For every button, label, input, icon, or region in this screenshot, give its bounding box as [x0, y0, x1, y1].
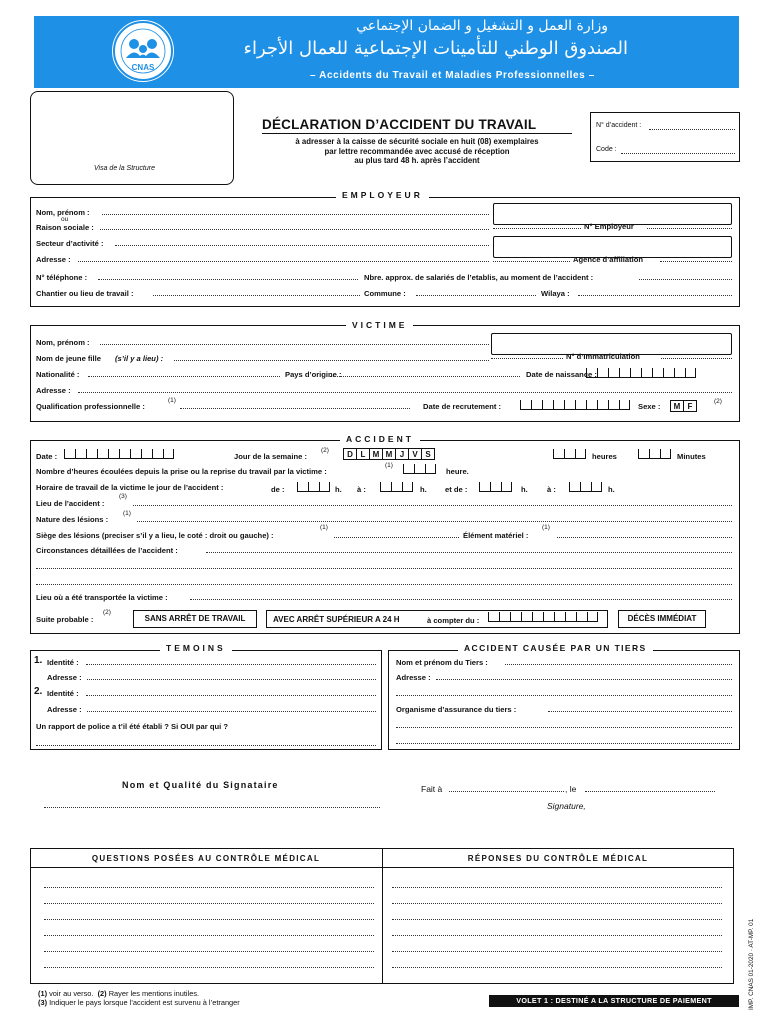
vic-qualif-field[interactable] [180, 401, 410, 409]
accident-number-field[interactable] [649, 122, 735, 130]
vic-adresse-field[interactable] [78, 385, 732, 393]
arabic-fund: الصندوق الوطني للتأمينات الإجتماعية للعمال الأجراء [243, 38, 628, 59]
temoin-1-identite-label: Identité : [47, 658, 79, 667]
vic-qualif-sup: (1) [168, 397, 176, 404]
rapport-police-field[interactable] [36, 738, 376, 746]
reponse-line[interactable] [392, 896, 722, 904]
acc-days[interactable] [343, 448, 434, 460]
vic-sexe-sup: (2) [714, 398, 722, 405]
header-subtitle: – Accidents du Travail et Maladies Professionnelles – [310, 70, 595, 81]
compter-boxes[interactable] [488, 612, 598, 622]
acc-nature-sup: (1) [123, 510, 131, 517]
n-employeur-line-left [493, 221, 581, 229]
vic-nat-label: Nationalité : [36, 370, 80, 379]
acc-siege-label: Siège des lésions (preciser s’il y a lieu, le coté : droit ou gauche) : [36, 531, 274, 540]
question-line[interactable] [44, 944, 374, 952]
medical-divider [382, 848, 383, 984]
acc-jour-sup: (2) [321, 447, 329, 454]
footnote-1-2: (1) voir au verso. (2) Rayer les mentions inutiles. [38, 989, 200, 998]
acc-lieu-label: Lieu de l’accident : [36, 499, 105, 508]
title-sub-3: au plus tard 48 h. après l’accident [354, 156, 480, 166]
emp-nom-label: Nom, prénom : [36, 208, 90, 217]
temoins-title: TEMOINS [160, 643, 232, 653]
avec-arret-label: AVEC ARRÊT SUPÉRIEUR A 24 H [273, 615, 400, 624]
print-reference: IMP. CNAS 01-2020 · AT-MP. 01 [748, 918, 755, 1010]
reponse-line[interactable] [392, 880, 722, 888]
tiers-adresse-label: Adresse : [396, 673, 431, 682]
question-line[interactable] [44, 928, 374, 936]
vic-nom-field[interactable] [100, 337, 489, 345]
acc-de1-boxes[interactable] [297, 482, 330, 492]
temoin-1-identite-field[interactable] [86, 657, 376, 665]
acc-h4: h. [608, 485, 615, 494]
vic-qualif-label: Qualification professionnelle : [36, 402, 145, 411]
immat-line-right [661, 351, 732, 359]
acc-a1-label: à : [357, 485, 366, 494]
question-line[interactable] [44, 880, 374, 888]
temoins-section [30, 650, 382, 750]
acc-circ-field-3[interactable] [36, 577, 732, 585]
acc-h2: h. [420, 485, 427, 494]
vic-jeune-label: Nom de jeune fille [36, 354, 101, 363]
acc-a2-label: à : [547, 485, 556, 494]
acc-heures-boxes[interactable] [553, 449, 586, 459]
acc-circ-field-1[interactable] [206, 545, 732, 553]
tiers-organisme-field-3[interactable] [396, 736, 732, 744]
employeur-title: EMPLOYEUR [336, 190, 429, 200]
medical-questions-title: QUESTIONS POSÉES AU CONTRÔLE MÉDICAL [91, 854, 321, 863]
reponse-line[interactable] [392, 960, 722, 968]
acc-nature-field[interactable] [137, 514, 732, 522]
temoin-2-adresse-label: Adresse : [47, 705, 82, 714]
vic-recrut-label: Date de recrutement : [423, 402, 502, 411]
temoin-2-identite-label: Identité : [47, 689, 79, 698]
vic-jeune-field[interactable] [174, 353, 489, 361]
acc-circ-field-2[interactable] [36, 561, 732, 569]
visa-label: Visa de la Structure [94, 165, 155, 172]
tiers-adresse-field[interactable] [436, 672, 732, 680]
acc-nbh-label: Nombre d’heures écoulées depuis la prise ou la reprise du travail par la victime : [36, 467, 327, 476]
question-line[interactable] [44, 912, 374, 920]
deces-option[interactable]: DÉCÈS IMMÉDIAT [618, 610, 706, 628]
accident-number-box [590, 112, 740, 162]
signataire-label: Nom et Qualité du Signataire [122, 780, 279, 790]
acc-suite-sup: (2) [103, 609, 111, 616]
immat-line-left [491, 351, 563, 359]
acc-de1-label: de : [271, 485, 285, 494]
temoin-2-identite-field[interactable] [86, 688, 376, 696]
emp-raison-label: Raison sociale : [36, 223, 94, 232]
emp-nom-field[interactable] [102, 207, 489, 215]
acc-nbh-boxes[interactable] [403, 464, 436, 474]
acc-a1-boxes[interactable] [380, 482, 413, 492]
emp-commune-label: Commune : [364, 289, 406, 298]
temoin-2-adresse-field[interactable] [87, 704, 376, 712]
acc-heure-unit: heure. [446, 467, 469, 476]
emp-secteur-label: Secteur d’activité : [36, 239, 104, 248]
acc-circ-label: Circonstances détaillées de l’accident : [36, 546, 178, 555]
reponse-line[interactable] [392, 944, 722, 952]
cnas-logo [110, 18, 176, 84]
code-label: Code : [596, 146, 617, 153]
tiers-organisme-label: Organisme d’assurance du tiers : [396, 705, 517, 714]
title-sub-1: à adresser à la caisse de sécurité sociale en huit (08) exemplaires [295, 137, 539, 146]
vic-sexe-boxes[interactable] [670, 400, 696, 412]
emp-raison-field[interactable] [100, 222, 489, 230]
question-line[interactable] [44, 960, 374, 968]
volet-label: VOLET 1 : DESTINÉ A LA STRUCTURE DE PAIEMENT [489, 995, 739, 1007]
day-j[interactable]: J [395, 448, 409, 460]
page-title: DÉCLARATION D’ACCIDENT DU TRAVAIL [262, 117, 537, 132]
day-l[interactable]: L [356, 448, 370, 460]
sans-arret-option[interactable]: SANS ARRÊT DE TRAVAIL [133, 610, 257, 628]
vic-pays-label: Pays d’origine : [285, 370, 342, 379]
emp-commune-field[interactable] [416, 288, 536, 296]
acc-siege-field[interactable] [334, 530, 459, 538]
vic-sexe-label: Sexe : [638, 402, 661, 411]
acc-suite-label: Suite probable : [36, 615, 94, 624]
emp-wilaya-label: Wilaya : [541, 289, 570, 298]
emp-chantier-field[interactable] [153, 288, 360, 296]
acc-element-sup: (1) [542, 524, 550, 531]
acc-transport-field[interactable] [190, 592, 732, 600]
vic-pays-field[interactable] [330, 369, 520, 377]
rapport-police-label: Un rapport de police a t’il été établi ? Si OUI par qui ? [36, 722, 228, 731]
footnote-3: (3) Indiquer le pays lorsque l’accident est survenu à l’etranger [38, 998, 240, 1007]
day-s[interactable]: S [421, 448, 435, 460]
n-employeur-line-right [647, 221, 732, 229]
day-m1[interactable]: M [369, 448, 383, 460]
emp-chantier-label: Chantier ou lieu de travail : [36, 289, 134, 298]
acc-a2-boxes[interactable] [569, 482, 602, 492]
tiers-nom-label: Nom et prénom du Tiers : [396, 658, 488, 667]
fait-label: Fait à [421, 784, 443, 794]
acc-lieu-sup: (3) [119, 493, 127, 500]
acc-etde-label: et de : [445, 485, 468, 494]
vic-naiss-label: Date de naissance : [526, 370, 597, 379]
emp-adresse-field[interactable] [78, 254, 489, 262]
emp-adresse-label: Adresse : [36, 255, 71, 264]
temoin-1-adresse-field[interactable] [87, 672, 376, 680]
emp-wilaya-field[interactable] [578, 288, 732, 296]
day-v[interactable]: V [408, 448, 422, 460]
acc-heures-label: heures [592, 452, 617, 461]
immat-label: N° d’Immatriculation [566, 352, 640, 361]
temoin-1-adresse-label: Adresse : [47, 673, 82, 682]
n-employeur-label: N° Employeur [584, 222, 634, 231]
acc-date-boxes[interactable] [64, 449, 174, 459]
le-label: , le [565, 784, 577, 794]
agence-label: Agence d’affiliation [573, 255, 644, 264]
emp-tel-label: N° téléphone : [36, 273, 88, 282]
vic-nom-label: Nom, prénom : [36, 338, 90, 347]
title-underline [262, 133, 572, 134]
reponse-line[interactable] [392, 912, 722, 920]
sexe-m-option[interactable]: M [670, 400, 684, 412]
medical-reponses-title: RÉPONSES DU CONTRÔLE MÉDICAL [467, 854, 649, 863]
vic-nat-field[interactable] [88, 369, 280, 377]
acc-element-field[interactable] [557, 530, 732, 538]
acc-horaire-label: Horaire de travail de la victime le jour de l’accident : [36, 483, 224, 492]
acc-jour-label: Jour de la semaine : [234, 452, 308, 461]
acc-etde-boxes[interactable] [479, 482, 512, 492]
agence-line-left [493, 254, 570, 262]
acc-minutes-label: Minutes [677, 452, 706, 461]
emp-nbre-label: Nbre. approx. de salariés de l’etablis, au moment de l’accident : [364, 273, 594, 282]
tiers-title: ACCIDENT CAUSÉE PAR UN TIERS [458, 643, 653, 653]
acc-h1: h. [335, 485, 342, 494]
vic-naiss-boxes[interactable] [586, 368, 696, 378]
tiers-nom-field[interactable] [505, 657, 732, 665]
acc-siege-sup: (1) [320, 524, 328, 531]
emp-ou: ou [61, 216, 69, 223]
arabic-ministry: وزارة العمل و التشغيل و الضمان الإجتماعي [356, 18, 608, 34]
tiers-adresse-field-2[interactable] [396, 688, 732, 696]
acc-nbh-sup: (1) [385, 462, 393, 469]
sexe-f-option[interactable]: F [683, 400, 697, 412]
acc-element-label: Élément matériel : [463, 531, 529, 540]
vic-adresse-label: Adresse : [36, 386, 71, 395]
agence-line-right [660, 254, 732, 262]
temoin-1-number: 1. [34, 655, 43, 666]
question-line[interactable] [44, 896, 374, 904]
vic-recrut-boxes[interactable] [520, 400, 630, 410]
tiers-organisme-field[interactable] [548, 704, 732, 712]
le-field[interactable] [585, 784, 715, 792]
acc-transport-label: Lieu où a été transportée la victime : [36, 593, 168, 602]
vic-jeune-italic: (s’il y a lieu) : [115, 354, 164, 363]
reponse-line[interactable] [392, 928, 722, 936]
tiers-organisme-field-2[interactable] [396, 720, 732, 728]
signature-label: Signature, [547, 801, 586, 811]
acc-nature-label: Nature des lésions : [36, 515, 109, 524]
emp-tel-field[interactable] [98, 272, 358, 280]
logo-text: CNAS [131, 63, 155, 72]
acc-minutes-boxes[interactable] [638, 449, 671, 459]
victime-title: VICTIME [346, 320, 413, 330]
emp-nbre-field[interactable] [639, 272, 732, 280]
code-field[interactable] [621, 146, 735, 154]
day-d[interactable]: D [343, 448, 357, 460]
title-sub-2: par lettre recommandée avec accusé de réception [324, 146, 510, 156]
acc-lieu-field[interactable] [133, 498, 732, 506]
acc-h3: h. [521, 485, 528, 494]
accident-title: ACCIDENT [340, 434, 420, 444]
day-m2[interactable]: M [382, 448, 396, 460]
temoin-2-number: 2. [34, 686, 43, 697]
accident-number-label: N° d’accident : [596, 122, 642, 129]
fait-field[interactable] [449, 784, 564, 792]
emp-secteur-field[interactable] [115, 238, 489, 246]
signataire-field[interactable] [44, 800, 380, 808]
compter-label: à compter du : [427, 616, 480, 625]
acc-date-label: Date : [36, 452, 58, 461]
